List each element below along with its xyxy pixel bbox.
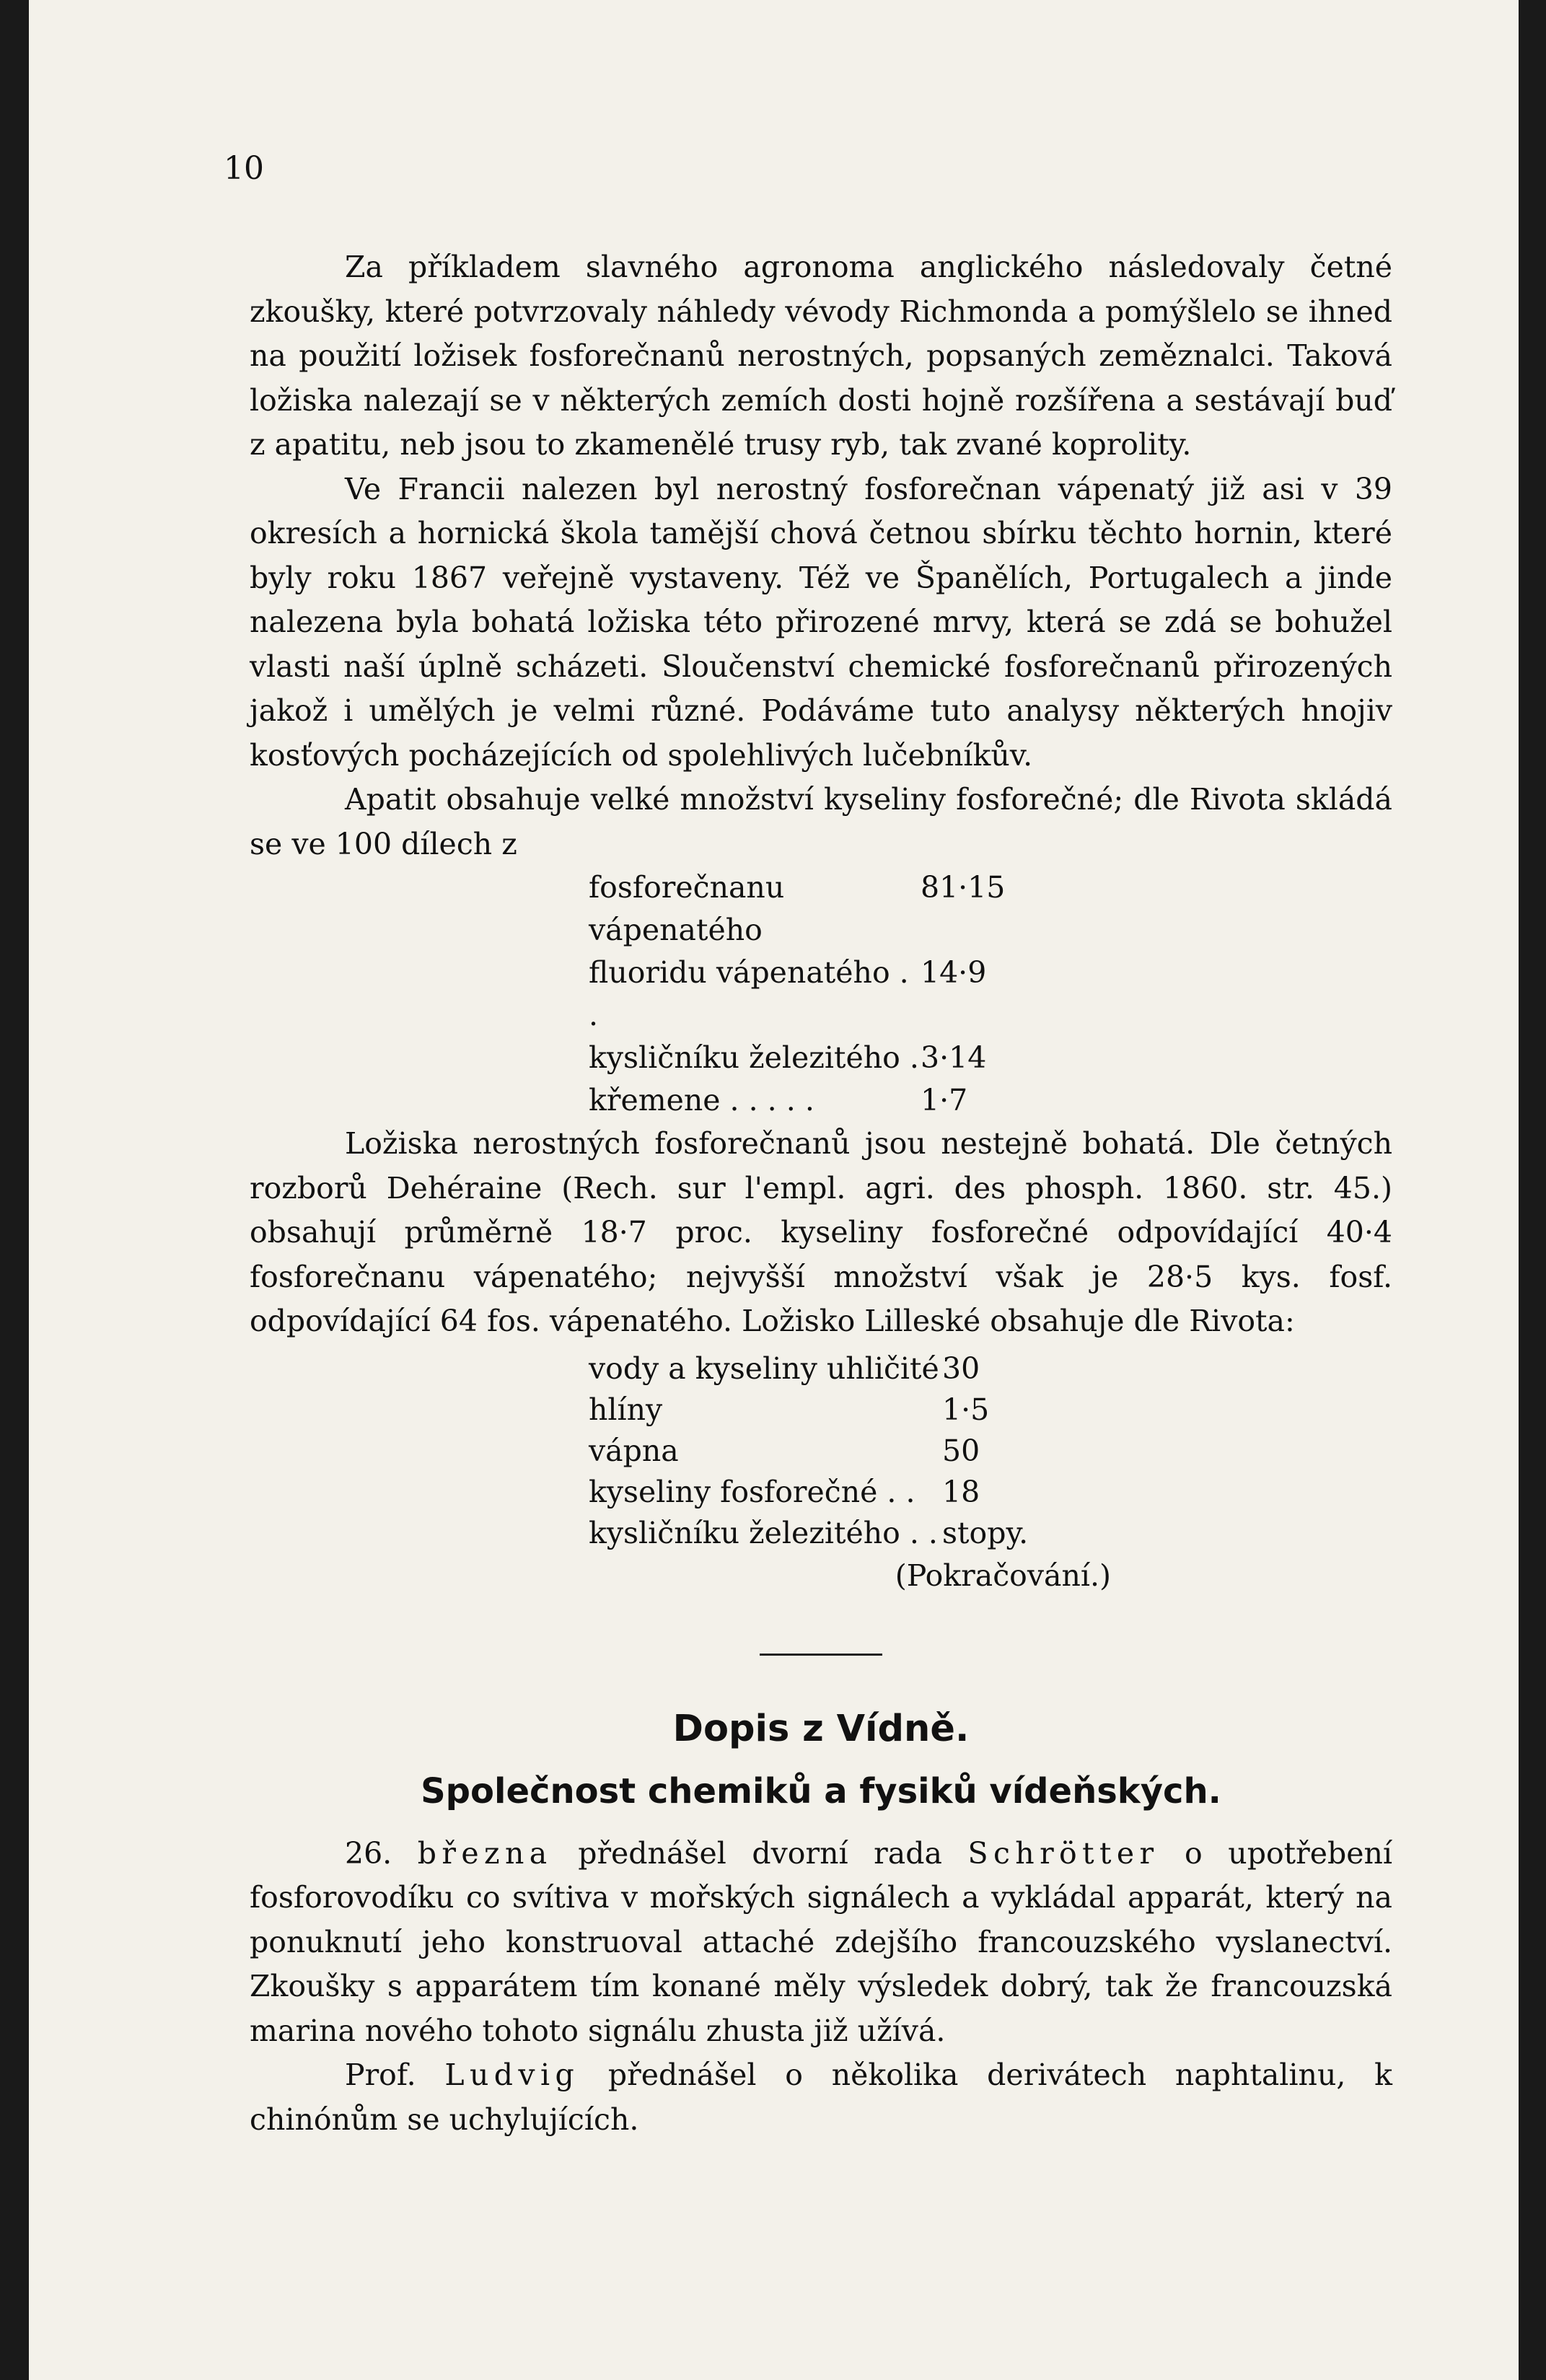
person-name: Ludvig xyxy=(444,2058,580,2092)
month-text: března xyxy=(417,1835,553,1871)
section-text-mid: přednášel dvorní rada xyxy=(552,1835,968,1871)
row-label: fosforečnanu vápenatého xyxy=(589,870,785,947)
table-row xyxy=(589,1431,1022,1472)
section-paragraph-2 xyxy=(250,2053,1392,2142)
table-row xyxy=(589,866,1007,952)
table-row xyxy=(589,1472,1022,1513)
row-value: 1·5 xyxy=(942,1392,990,1427)
section-text-rest: přednášel o několika derivátech naphtalinu, k chinónům se uchylujících. xyxy=(250,2058,1392,2137)
row-value: 18 xyxy=(942,1474,980,1509)
row-label: křemene . . . . . xyxy=(589,1083,814,1117)
body-text xyxy=(250,245,1392,2142)
table-row xyxy=(589,1389,1022,1431)
row-label: vody a kyseliny uhličité xyxy=(589,1351,939,1386)
row-label: fluoridu vápenatého . . xyxy=(589,955,909,1032)
row-value: stopy. xyxy=(942,1515,1029,1550)
row-value: 30 xyxy=(942,1351,980,1386)
row-label: hlíny xyxy=(589,1392,663,1427)
paragraph-4: Ložiska nerostných fosforečnanů jsou nestejně bohatá. Dle četných rozborů Dehéraine (Rech. sur l'empl. agri. des phosph. 1860. str. 45.) obsahují průměrně 18·7 proc. kyseliny fosforečné odpovídající 40·4 fosforečnanu vápenatého; nejvyšší množství však je 28·5 kys. fosf. odpovídající 64 fos. vápenatého. Ložisko Lilleské obsahuje dle Rivota: xyxy=(250,1126,1392,1338)
person-name: Schrötter xyxy=(967,1835,1159,1871)
section-divider xyxy=(760,1654,882,1656)
date-lead: 26. xyxy=(345,1835,418,1871)
row-value: 1·7 xyxy=(921,1083,968,1117)
row-label: kysličníku železitého . . xyxy=(589,1515,938,1550)
table-row xyxy=(589,1079,1007,1122)
row-label: kysličníku železitého . xyxy=(589,1040,919,1075)
section-paragraph-1 xyxy=(250,1832,1392,2054)
section-subheading: Společnost chemiků a fysiků vídeňských. xyxy=(421,1770,1221,1812)
row-label: kyseliny fosforečné . . xyxy=(589,1474,915,1509)
table-row xyxy=(589,952,1007,1037)
title-lead: Prof. xyxy=(345,2058,445,2092)
table-row xyxy=(589,1513,1029,1554)
apatite-composition-table xyxy=(589,866,1007,1122)
paragraph-2: Ve Francii nalezen byl nerostný fosforečnan vápenatý již asi v 39 okresích a hornická škola tamější chová četnou sbírku těchto hornin, které byly roku 1867 veřejně vystaveny. Též ve Španělích, Portugalech a jinde nalezena byla bohatá ložiska této přirozené mrvy, která se zdá se bohužel vlasti naší úplně scházeti. Sloučenství chemické fosforečnanů přirozených jakož i umělých je velmi různé. Podáváme tuto analysy některých hnojiv kosťových pocházejících od spolehlivých lučebníkův. xyxy=(250,471,1392,773)
section-text-rest: o upotřebení fosforovodíku co svítiva v mořských signálech a vykládal apparát, který na ponuknutí jeho konstruoval attaché zdejšího francouzského vyslanectví. Zkoušky s apparátem tím konané měly výsledek dobrý, tak že francouzská marina nového tohoto signálu zhusta již užívá. xyxy=(250,1835,1392,2048)
table-row xyxy=(589,1348,1022,1389)
row-value: 14·9 xyxy=(921,955,987,990)
paragraph-3: Apatit obsahuje velké množství kyseliny fosforečné; dle Rivota skládá se ve 100 dílech z xyxy=(250,782,1392,861)
paragraph-1: Za příkladem slavného agronoma anglického následovaly četné zkoušky, které potvrzovaly náhledy vévody Richmonda a pomýšlelo se ihned na použití ložisek fosforečnanů nerostných, popsaných zeměznalci. Taková ložiska nalezají se v některých zemích dosti hojně rozšířena a sestávají buď z apatitu, neb jsou to zkamenělé trusy ryb, tak zvané koprolity. xyxy=(250,250,1392,462)
page xyxy=(29,0,1519,2380)
row-value: 3·14 xyxy=(921,1040,987,1075)
row-value: 50 xyxy=(942,1433,980,1468)
section-heading: Dopis z Vídně. xyxy=(672,1707,970,1750)
row-label: vápna xyxy=(589,1433,679,1468)
row-value: 81·15 xyxy=(921,870,1006,905)
continued-note: (Pokračování.) xyxy=(895,1558,1111,1593)
table-row xyxy=(589,1037,1007,1079)
lille-composition-table xyxy=(589,1348,1029,1554)
page-number: 10 xyxy=(224,150,264,187)
